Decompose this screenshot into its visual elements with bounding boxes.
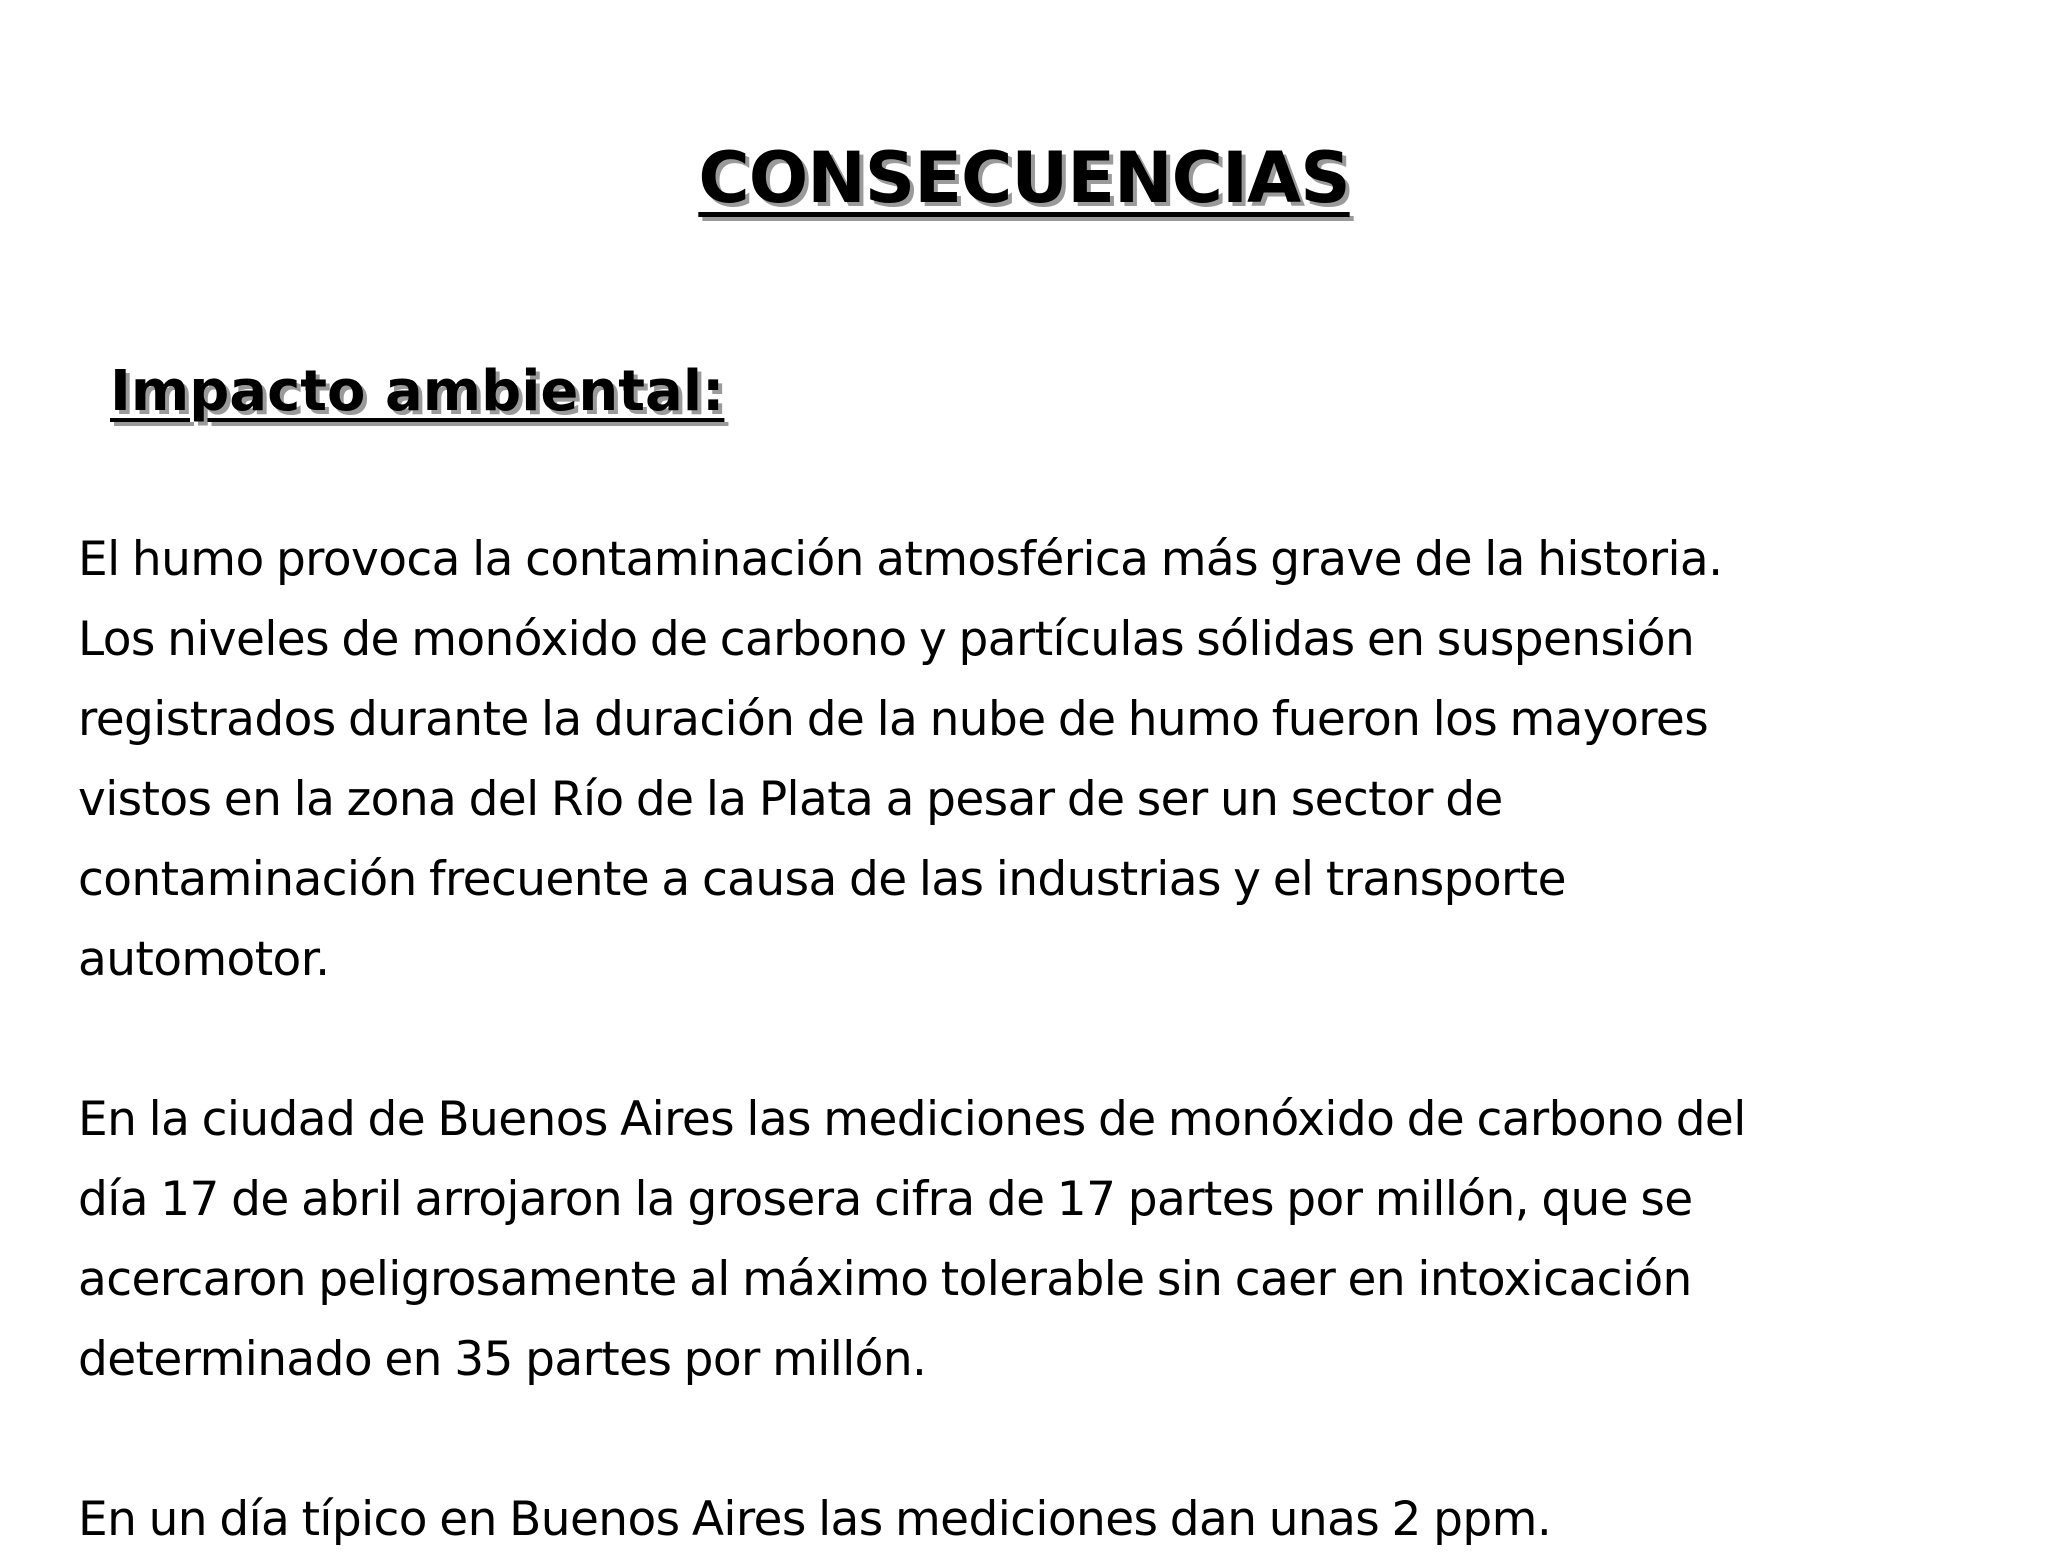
- text-line: día 17 de abril arrojaron la grosera cifra de 17 partes por millón, que se: [78, 1172, 1693, 1227]
- section-heading: Impacto ambiental:: [110, 359, 725, 424]
- text-line: El humo provoca la contaminación atmosférica más grave de la historia.: [78, 532, 1723, 587]
- text-line: acercaron peligrosamente al máximo tolerable sin caer en intoxicación: [78, 1252, 1692, 1307]
- paragraph-dia-tipico: [78, 1480, 1998, 1560]
- text-line: determinado en 35 partes por millón.: [78, 1332, 927, 1387]
- text-line: contaminación frecuente a causa de las industrias y el transporte: [78, 852, 1566, 907]
- text-line: En la ciudad de Buenos Aires las mediciones de monóxido de carbono del: [78, 1092, 1746, 1147]
- text-line: En un día típico en Buenos Aires las mediciones dan unas 2 ppm.: [78, 1492, 1552, 1547]
- page-title: CONSECUENCIAS: [698, 137, 1350, 219]
- text-line: Los niveles de monóxido de carbono y partículas sólidas en suspensión: [78, 612, 1695, 667]
- paragraph-impacto: [78, 520, 1998, 1000]
- text-line: automotor.: [78, 932, 330, 987]
- paragraph-mediciones: [78, 1080, 1998, 1400]
- text-line: vistos en la zona del Río de la Plata a pesar de ser un sector de: [78, 772, 1503, 827]
- text-line: registrados durante la duración de la nube de humo fueron los mayores: [78, 692, 1709, 747]
